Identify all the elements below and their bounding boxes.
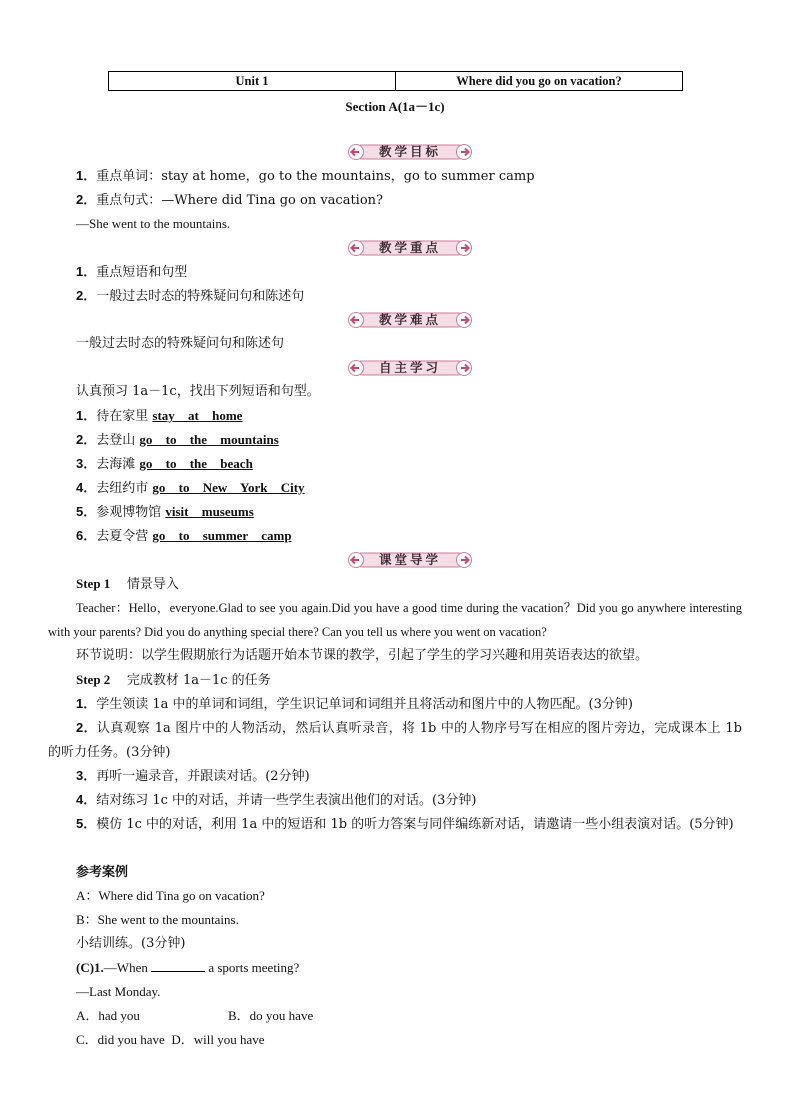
step1-note: 环节说明：以学生假期旅行为话题开始本节课的教学，引起了学生的学习兴趣和用英语表达的欲望。 bbox=[76, 648, 649, 663]
banner-label: 自主学习 bbox=[378, 360, 441, 375]
step2-heading: Step 2 完成教材 1a－1c 的任务 bbox=[76, 672, 271, 688]
banner-label: 课堂导学 bbox=[378, 552, 441, 567]
task-item: 3．再听一遍录音，并跟读对话。(2分钟) bbox=[76, 768, 310, 784]
options-cd bbox=[76, 1031, 264, 1049]
goal-item-1: 1．重点单词：stay at home，go to the mountains，go to summer camp bbox=[76, 168, 535, 184]
header-table bbox=[108, 71, 683, 91]
option-b: B．do you have bbox=[228, 1008, 314, 1023]
goal-item-2-answer: —She went to the mountains. bbox=[76, 216, 231, 231]
task-item: 2．认真观察 1a 图片中的人物活动，然后认真听录音，将 1b 中的人物序号写在相应的图片旁边，完成课本上 1b 的听力任务。(3分钟) bbox=[48, 720, 742, 760]
goal-item-2: 2．重点句式：—Where did Tina go on vacation? bbox=[76, 192, 384, 208]
self-study-item: 3．去海滩 go to the beach bbox=[76, 456, 253, 472]
unit-cell: Unit 1 bbox=[109, 72, 396, 91]
section-title: Section A(1a－1c) bbox=[345, 99, 445, 114]
difficulty-text: 一般过去时态的特殊疑问句和陈述句 bbox=[76, 336, 285, 351]
self-study-item: 2．去登山 go to the mountains bbox=[76, 432, 279, 448]
self-study-item: 4．去纽约市 go to New York City bbox=[76, 480, 305, 496]
self-study-intro: 认真预习 1a－1c，找出下列短语和句型。 bbox=[76, 384, 320, 399]
unit-title-cell: Where did you go on vacation? bbox=[396, 72, 683, 91]
banner-label: 教学难点 bbox=[378, 312, 441, 327]
step1-heading: Step 1 情景导入 bbox=[76, 576, 179, 592]
task-item: 1．学生领读 1a 中的单词和词组，学生识记单词和词组并且将活动和图片中的人物匹配。(3分钟) bbox=[76, 696, 633, 712]
banner-classroom bbox=[346, 551, 474, 569]
banner-goals bbox=[346, 143, 474, 161]
banner-self-study bbox=[346, 359, 474, 377]
banner-label: 教学目标 bbox=[378, 144, 441, 159]
reference-title: 参考案例 bbox=[76, 864, 129, 879]
option-c: C．did you have bbox=[76, 1032, 165, 1047]
banner-key-points bbox=[346, 239, 474, 257]
banner-label: 教学重点 bbox=[378, 240, 441, 255]
self-study-item: 6．去夏令营 go to summer camp bbox=[76, 528, 292, 544]
answer-blank bbox=[151, 959, 205, 972]
option-a: A．had you bbox=[76, 1008, 140, 1023]
banner-difficulties bbox=[346, 311, 474, 329]
key-point-2: 2．一般过去时态的特殊疑问句和陈述句 bbox=[76, 288, 305, 304]
self-study-item: 5．参观博物馆 visit museums bbox=[76, 504, 254, 520]
question-1: (C)1.—When a sports meeting? bbox=[76, 960, 300, 975]
question-1-answer: —Last Monday. bbox=[76, 984, 161, 999]
dialog-line-a: A：Where did Tina go on vacation? bbox=[76, 888, 265, 903]
task-item: 5．模仿 1c 中的对话，利用 1a 中的短语和 1b 的听力答案与同伴编练新对话，请邀请一些小组表演对话。(5分钟) bbox=[76, 816, 734, 832]
practice-title: 小结训练。(3分钟) bbox=[76, 936, 186, 951]
dialog-line-b: B：She went to the mountains. bbox=[76, 912, 239, 927]
self-study-item: 1．待在家里 stay at home bbox=[76, 408, 243, 424]
option-d: D．will you have bbox=[171, 1032, 265, 1047]
teacher-paragraph: Teacher：Hello，everyone.Glad to see you again.Did you have a good time during the vacation？Did you go anywhere interesting with your parents? Did you do anything special there? Can you tell us where you went on vacation? bbox=[48, 601, 742, 639]
task-item: 4．结对练习 1c 中的对话，并请一些学生表演出他们的对话。(3分钟) bbox=[76, 792, 477, 808]
key-point-1: 1．重点短语和句型 bbox=[76, 264, 188, 280]
